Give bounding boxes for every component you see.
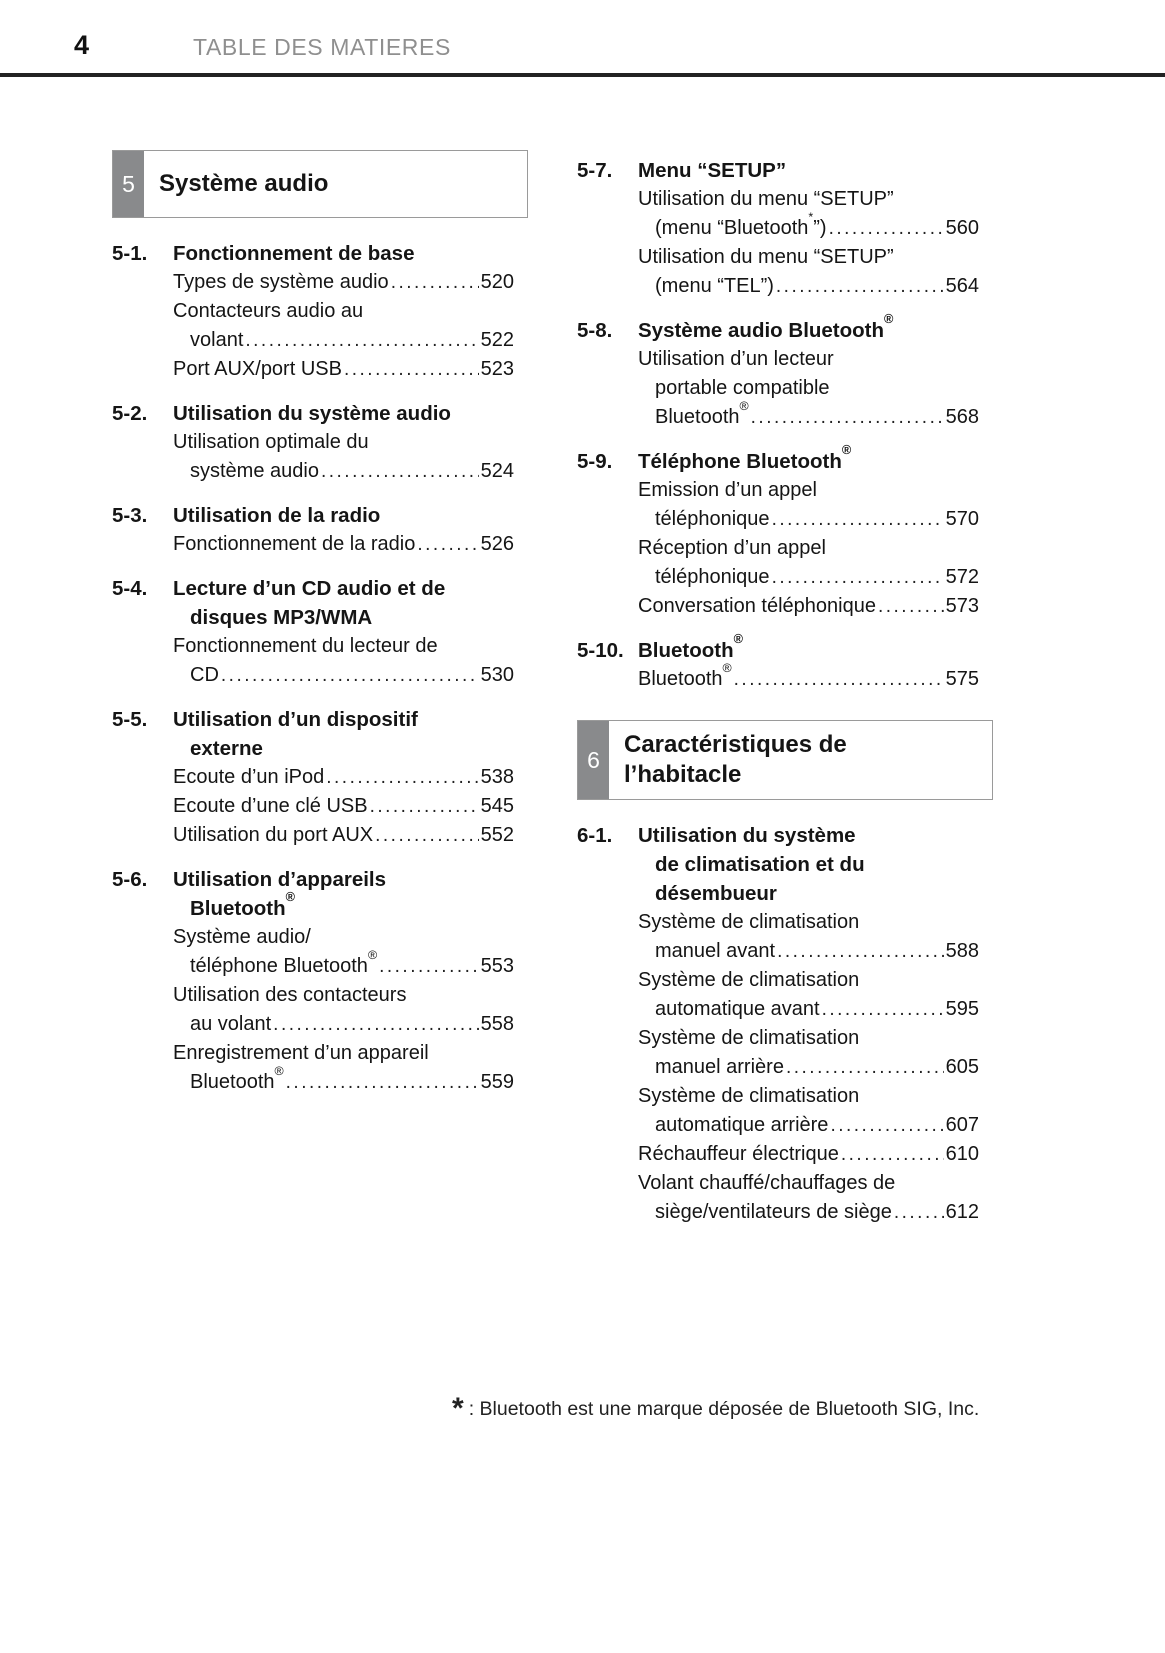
toc-entry-page: 612 (945, 1201, 979, 1223)
toc-section-title-line: Système audio Bluetooth® (638, 311, 894, 342)
toc-entry-text: téléphonique (655, 508, 770, 530)
toc-entry-line: Enregistrement d’un appareil (173, 1042, 429, 1064)
toc-entries (112, 763, 514, 850)
toc-entry-text: téléphonique (655, 566, 770, 588)
toc-section (577, 442, 979, 621)
toc-entry (173, 1039, 514, 1097)
page-header (0, 30, 1165, 74)
toc-section-title-line: Menu “SETUP” (638, 159, 787, 182)
registered-mark: ® (841, 442, 852, 458)
toc-entry-line (173, 457, 514, 486)
toc-section-number: 5-6. (112, 868, 148, 891)
chapter-title (609, 721, 855, 799)
dot-leader (344, 355, 479, 384)
toc-section-number: 5-5. (112, 708, 148, 731)
toc-entry-page: 605 (945, 1056, 979, 1078)
toc-entry-line: Système audio/ (173, 926, 311, 948)
toc-section-number: 5-10. (577, 639, 624, 662)
toc-entries (577, 185, 979, 301)
toc-entry-text: (menu “Bluetooth*”) (655, 209, 827, 239)
toc-section-title-line: Téléphone Bluetooth® (638, 442, 852, 473)
toc-section-number: 5-2. (112, 402, 148, 425)
toc-section-title (173, 239, 514, 268)
toc-entry-page: 572 (945, 566, 979, 588)
toc-section-title-line: Fonctionnement de base (173, 242, 415, 265)
toc-entry-text: Ecoute d’un iPod (173, 766, 325, 788)
dot-leader (772, 505, 944, 534)
chapter-box (112, 150, 528, 218)
toc-entry-line: Réception d’un appel (638, 537, 826, 559)
toc-entry-page: 560 (945, 217, 979, 239)
toc-entry-text: Fonctionnement de la radio (173, 533, 416, 555)
toc-entry-line: Utilisation du menu “SETUP” (638, 188, 894, 210)
chapter-title (144, 151, 336, 217)
toc-section-title (638, 311, 979, 345)
toc-section (577, 821, 979, 1227)
toc-entry-page: 530 (480, 664, 514, 686)
dot-leader (391, 268, 479, 297)
toc-entry-text: Réchauffeur électrique (638, 1143, 839, 1165)
toc-entry-text: téléphone Bluetooth® (190, 947, 378, 977)
toc-entry (638, 1140, 979, 1169)
toc-entry (173, 268, 514, 297)
dot-leader (321, 457, 479, 486)
toc-entry-line (173, 530, 514, 559)
toc-entry-line (638, 937, 979, 966)
toc-section-heading (112, 705, 514, 763)
toc-section (577, 631, 979, 694)
toc-entry-text: siège/ventilateurs de siège (655, 1201, 892, 1223)
toc-entry-line (638, 1198, 979, 1227)
toc-section-title-line: Utilisation du système (638, 824, 856, 847)
dot-leader (830, 1111, 943, 1140)
toc-entry (173, 355, 514, 384)
toc-section (577, 156, 979, 301)
toc-entry-line (638, 1053, 979, 1082)
toc-entry-line (638, 1140, 979, 1169)
toc-entries (112, 428, 514, 486)
toc-entry (638, 1082, 979, 1140)
toc-section-title (173, 399, 514, 428)
toc-entry-line (638, 209, 979, 243)
toc-entry (638, 1024, 979, 1082)
footnote-text: : Bluetooth est une marque déposée de Bluetooth SIG, Inc. (468, 1398, 980, 1420)
toc-entry-page: 559 (480, 1071, 514, 1093)
dot-leader (772, 563, 944, 592)
dot-leader (878, 592, 944, 621)
toc-section-title (638, 821, 979, 908)
toc-section-number: 5-4. (112, 577, 148, 600)
toc-entry-text: (menu “TEL”) (655, 275, 774, 297)
dot-leader (326, 763, 478, 792)
registered-mark: ® (285, 889, 296, 905)
toc-entries (577, 660, 979, 694)
toc-entry-page: 522 (480, 329, 514, 351)
toc-entry-page: 568 (945, 406, 979, 428)
toc-entry-text: Types de système audio (173, 271, 389, 293)
toc-section-number: 5-9. (577, 450, 613, 473)
page-number: 4 (74, 30, 90, 60)
toc-section-heading (112, 399, 514, 428)
toc-entry-line (173, 821, 514, 850)
toc-entry-text: système audio (190, 460, 319, 482)
toc-section-heading (577, 821, 979, 908)
toc-section-heading (577, 631, 979, 665)
dot-leader (417, 530, 478, 559)
dot-leader (751, 403, 944, 432)
toc-entry (173, 530, 514, 559)
dot-leader (221, 661, 479, 690)
toc-entry-line (638, 995, 979, 1024)
chapter-title-line: l’habitacle (624, 761, 742, 788)
dot-leader (375, 821, 479, 850)
chapter-title-line: Caractéristiques de (624, 731, 847, 758)
dot-leader (776, 272, 944, 301)
chapter-number-tab: 5 (113, 151, 144, 217)
toc-entry (638, 1169, 979, 1227)
toc-entry-page: 607 (945, 1114, 979, 1136)
toc-entry-line: Système de climatisation (638, 969, 860, 991)
dot-leader (370, 792, 479, 821)
toc-entry-line: Volant chauffé/chauffages de (638, 1172, 896, 1194)
toc-entry (638, 660, 979, 694)
toc-entry-page: 610 (945, 1143, 979, 1165)
toc-entry-text: au volant (190, 1013, 272, 1035)
toc-section (577, 311, 979, 432)
header-rule (0, 73, 1165, 77)
toc-entry-line: Utilisation des contacteurs (173, 984, 407, 1006)
toc-entry (173, 792, 514, 821)
toc-section-title (173, 501, 514, 530)
toc-entry (638, 243, 979, 301)
registered-mark: ® (739, 398, 749, 413)
toc-entry-page: 538 (480, 766, 514, 788)
toc-entry (638, 966, 979, 1024)
toc-entry-page: 520 (480, 271, 514, 293)
toc-entry-page: 552 (480, 824, 514, 846)
toc-entry-line: Système de climatisation (638, 911, 860, 933)
toc-section-heading (112, 574, 514, 632)
toc-section-heading (577, 156, 979, 185)
toc-entry-page: 573 (945, 595, 979, 617)
toc-entry-page: 524 (480, 460, 514, 482)
toc-entry-text: Bluetooth® (655, 398, 749, 428)
toc-entry (638, 592, 979, 621)
toc-entry-line: Utilisation d’un lecteur (638, 348, 834, 370)
toc-entry-line (173, 763, 514, 792)
toc-entry (638, 534, 979, 592)
toc-entry-line: Système de climatisation (638, 1085, 860, 1107)
toc-section-title-line: Bluetooth® (638, 631, 744, 662)
toc-entry-page: 523 (480, 358, 514, 380)
toc-entry (638, 345, 979, 432)
toc-section-number: 5-7. (577, 159, 613, 182)
toc-entry-line (638, 563, 979, 592)
toc-entry-page: 575 (945, 668, 979, 690)
toc-entries (577, 345, 979, 432)
toc-entry-line (638, 272, 979, 301)
toc-section-heading (112, 239, 514, 268)
toc-entry-text: Bluetooth® (638, 660, 732, 690)
toc-entry-line (638, 592, 979, 621)
toc-section-title-line: externe (190, 737, 263, 760)
toc-entry-line: Emission d’un appel (638, 479, 817, 501)
toc-entry-line (173, 1010, 514, 1039)
toc-entry-page: 595 (945, 998, 979, 1020)
toc-entry-text: manuel avant (655, 940, 776, 962)
toc-section (112, 501, 514, 559)
registered-mark: ® (274, 1063, 284, 1078)
toc-entry (173, 297, 514, 355)
toc-entry-text: CD (190, 664, 219, 686)
toc-section-title (638, 631, 979, 665)
registered-mark: ® (733, 631, 744, 647)
toc-section-title-line: désembueur (655, 882, 777, 905)
toc-entry-text: automatique arrière (655, 1114, 829, 1136)
footnote (452, 1392, 1012, 1426)
toc-entry-page: 558 (480, 1013, 514, 1035)
toc-section-title-line: de climatisation et du (655, 853, 865, 876)
toc-entry (173, 632, 514, 690)
dot-leader (379, 952, 479, 981)
toc-section-number: 6-1. (577, 824, 613, 847)
toc-entry-line (173, 326, 514, 355)
toc-entry (173, 763, 514, 792)
toc-entry-line (173, 661, 514, 690)
toc-entry-line (638, 505, 979, 534)
toc-entry (173, 821, 514, 850)
dot-leader (894, 1198, 944, 1227)
toc-section-heading (112, 501, 514, 530)
toc-entry-page: 545 (480, 795, 514, 817)
toc-section (112, 865, 514, 1097)
toc-entry-line (173, 355, 514, 384)
registered-mark: ® (367, 947, 378, 962)
chapter-number-tab: 6 (578, 721, 609, 799)
toc-section (112, 705, 514, 850)
toc-section (112, 239, 514, 384)
toc-section-number: 5-1. (112, 242, 148, 265)
toc-section-title-line: Utilisation d’appareils (173, 868, 387, 891)
toc-entries (112, 923, 514, 1097)
toc-entry-text: Port AUX/port USB (173, 358, 342, 380)
dot-leader (786, 1053, 944, 1082)
footnote-asterisk-icon: * (452, 1392, 464, 1425)
toc-section-title-line: Utilisation d’un dispositif (173, 708, 418, 731)
toc-entry-line: Utilisation optimale du (173, 431, 369, 453)
toc-entry-page: 564 (945, 275, 979, 297)
toc-entry-line: Système de climatisation (638, 1027, 860, 1049)
toc-section-title-line: disques MP3/WMA (190, 606, 373, 629)
toc-entries (577, 908, 979, 1227)
toc-entry-line (638, 398, 979, 432)
registered-mark: ® (884, 311, 894, 327)
toc-section-title-line: Utilisation de la radio (173, 504, 381, 527)
chapter-box (577, 720, 993, 800)
toc-entry (638, 185, 979, 243)
toc-entry-line (638, 1111, 979, 1140)
toc-section-heading (112, 865, 514, 923)
dot-leader (734, 665, 944, 694)
toc-entry-text: Ecoute d’une clé USB (173, 795, 368, 817)
toc-entry-line: Contacteurs audio au (173, 300, 364, 322)
toc-entry-line: Utilisation du menu “SETUP” (638, 246, 894, 268)
dot-leader (286, 1068, 479, 1097)
toc-entries (112, 530, 514, 559)
toc-entry-line (173, 268, 514, 297)
toc-entry-text: Conversation téléphonique (638, 595, 876, 617)
asterisk-mark: * (808, 209, 814, 224)
dot-leader (273, 1010, 478, 1039)
dot-leader (841, 1140, 944, 1169)
toc-section-title (173, 574, 514, 632)
toc-entry-line (173, 947, 514, 981)
toc-section (112, 399, 514, 486)
dot-leader (245, 326, 478, 355)
toc-entry-text: Bluetooth® (190, 1063, 284, 1093)
toc-entry (173, 981, 514, 1039)
dot-leader (777, 937, 944, 966)
toc-section-title-line: Lecture d’un CD audio et de (173, 577, 446, 600)
toc-entry-line: portable compatible (655, 377, 830, 399)
page-title: TABLE DES MATIERES (193, 34, 451, 60)
toc-entry-line (173, 792, 514, 821)
toc-section-heading (577, 442, 979, 476)
dot-leader (829, 214, 944, 243)
toc-section-title-line: Bluetooth® (190, 889, 296, 920)
toc-entries (112, 268, 514, 384)
toc-section-title-line: Utilisation du système audio (173, 402, 451, 425)
toc-entry-line: Fonctionnement du lecteur de (173, 635, 438, 657)
toc-entry-text: automatique avant (655, 998, 820, 1020)
toc-entry-line (173, 1063, 514, 1097)
toc-entry-text: volant (190, 329, 244, 351)
toc-section-title (173, 705, 514, 763)
toc-section (112, 574, 514, 690)
toc-entry (638, 476, 979, 534)
toc-section-number: 5-3. (112, 504, 148, 527)
toc-entries (112, 632, 514, 690)
toc-entry (173, 923, 514, 981)
chapter-title-line: Système audio (159, 170, 329, 197)
toc-section-heading (577, 311, 979, 345)
toc-entry-line (638, 660, 979, 694)
toc-section-title (173, 865, 514, 923)
toc-entry-page: 588 (945, 940, 979, 962)
dot-leader (822, 995, 944, 1024)
toc-entry-text: manuel arrière (655, 1056, 784, 1078)
toc-column-right (577, 141, 979, 1227)
registered-mark: ® (722, 660, 732, 675)
toc-section-number: 5-8. (577, 319, 613, 342)
toc-entry-text: Utilisation du port AUX (173, 824, 374, 846)
toc-section-title (638, 156, 979, 185)
toc-entry-page: 553 (480, 955, 514, 977)
toc-entry-page: 526 (480, 533, 514, 555)
toc-entry (173, 428, 514, 486)
toc-column-left (112, 150, 514, 1097)
toc-entry (638, 908, 979, 966)
toc-entries (577, 476, 979, 621)
toc-section-title (638, 442, 979, 476)
toc-entry-page: 570 (945, 508, 979, 530)
